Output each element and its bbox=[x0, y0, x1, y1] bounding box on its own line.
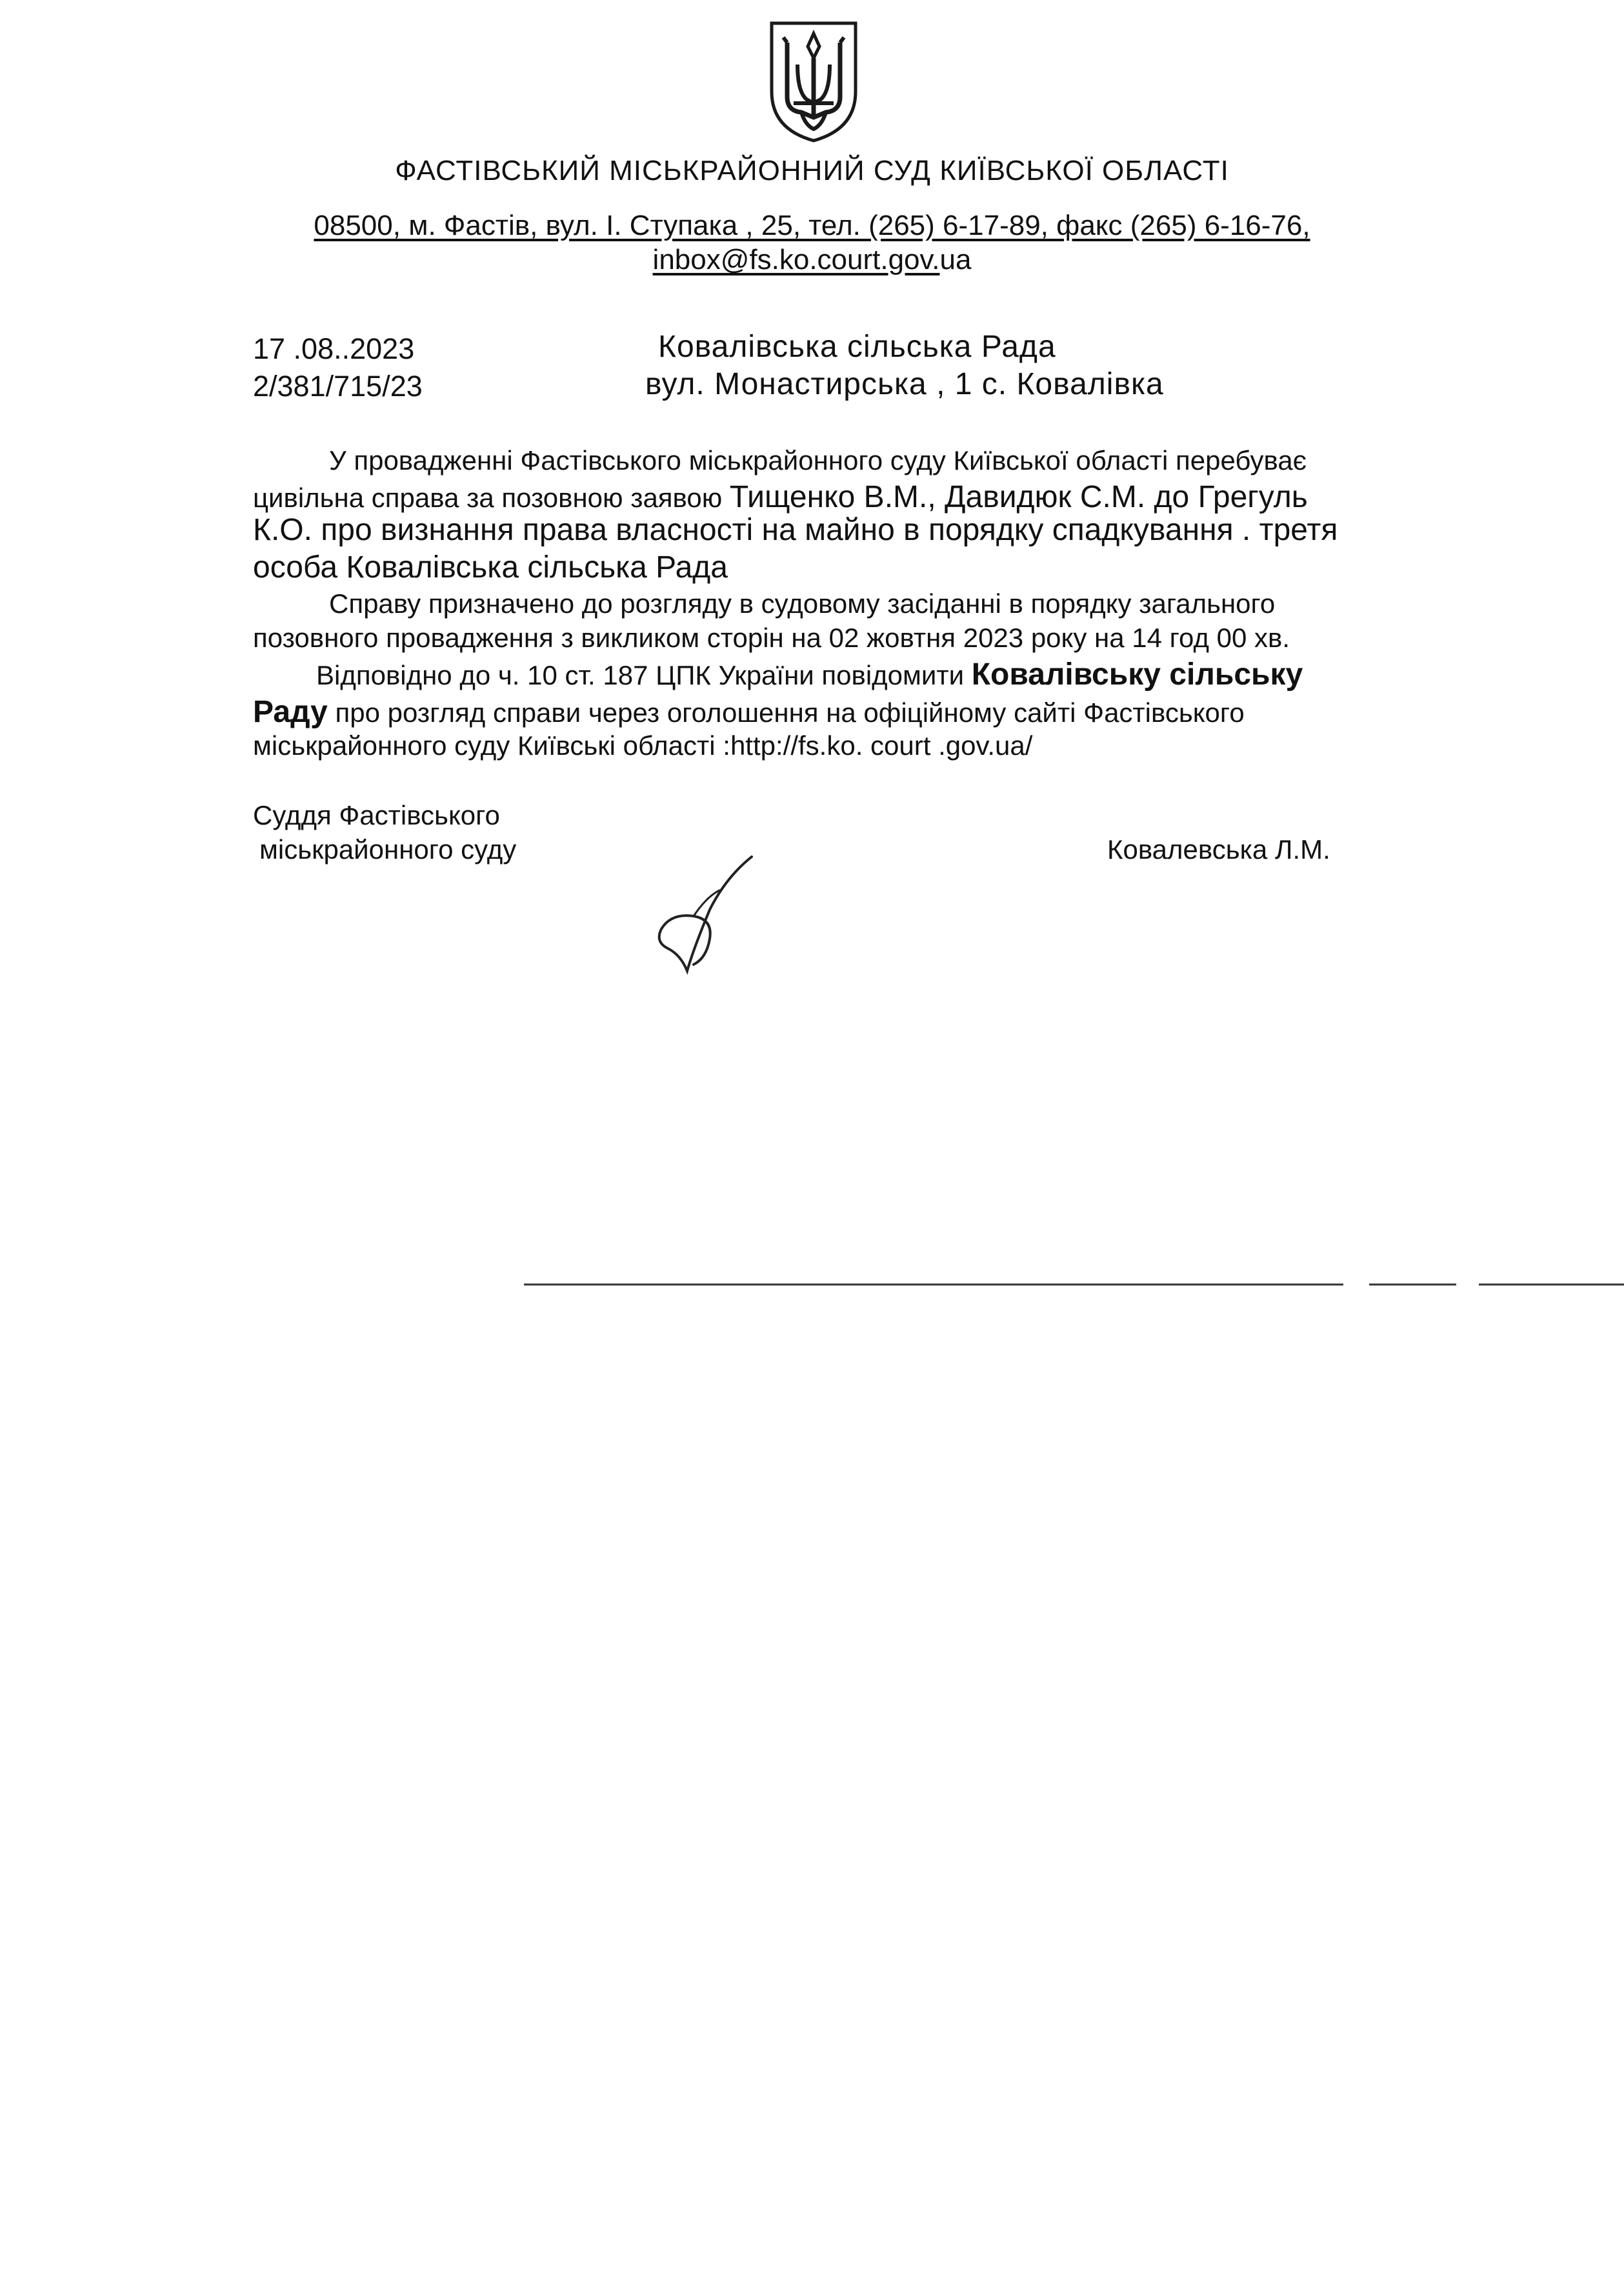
recipient-highlight: Раду bbox=[253, 695, 328, 729]
document-number: 2/381/715/23 bbox=[253, 370, 423, 403]
body-line: міськрайонного суду Київські області :http://fs.ko. court .gov.ua/ bbox=[253, 730, 1033, 761]
signatory-title-line2: міськрайонного суду bbox=[259, 834, 517, 865]
body-line bbox=[253, 694, 1245, 730]
body-line bbox=[253, 479, 1308, 515]
body-text: Відповідно до ч. 10 ст. 187 ЦПК України повідомити bbox=[316, 660, 972, 690]
recipient-address: вул. Монастирська , 1 с. Ковалівка bbox=[645, 367, 1164, 401]
court-email-link[interactable]: inbox@fs.ko.court.gov. bbox=[652, 244, 940, 275]
recipient-name: Ковалівська сільська Рада bbox=[658, 330, 1056, 364]
parties-names: Тищенко В.М., Давидюк С.М. до Грегуль bbox=[729, 480, 1308, 514]
footer-divider bbox=[524, 1281, 1624, 1288]
court-address: 08500, м. Фастів, вул. І. Ступака , 25, тел. (265) 6-17-89, факс (265) 6-16-76, bbox=[314, 210, 1310, 241]
handwritten-signature-icon bbox=[648, 852, 765, 981]
document-date: 17 .08..2023 bbox=[253, 332, 415, 365]
judge-name: Ковалевська Л.М. bbox=[1107, 834, 1330, 865]
body-line bbox=[316, 657, 1303, 692]
body-line: У провадженні Фастівського міськрайонного суду Київської області перебуває bbox=[329, 445, 1307, 475]
body-line: Справу призначено до розгляду в судовому засіданні в порядку загального bbox=[329, 588, 1276, 619]
signatory-title-line1: Суддя Фастівського bbox=[253, 800, 500, 830]
body-line: особа Ковалівська сільська Рада bbox=[253, 550, 728, 585]
recipient-highlight: Ковалівську сільську bbox=[971, 657, 1303, 692]
court-email-suffix: ua bbox=[939, 244, 972, 275]
body-line: позовного провадження з викликом сторін на 02 жовтня 2023 року на 14 год 00 хв. bbox=[253, 623, 1290, 653]
court-email bbox=[0, 244, 1624, 276]
body-text: про розгляд справи через оголошення на офіційному сайті Фастівського bbox=[327, 697, 1245, 728]
ukraine-trident-emblem-icon bbox=[768, 21, 859, 143]
court-name-heading: ФАСТІВСЬКИЙ МІСЬКРАЙОННИЙ СУД КИЇВСЬКОЇ ОБЛАСТІ bbox=[395, 155, 1229, 186]
body-text: цивільна справа за позовною заявою bbox=[253, 483, 730, 513]
body-line: К.О. про визнання права власності на майно в порядку спадкування . третя bbox=[253, 513, 1338, 547]
